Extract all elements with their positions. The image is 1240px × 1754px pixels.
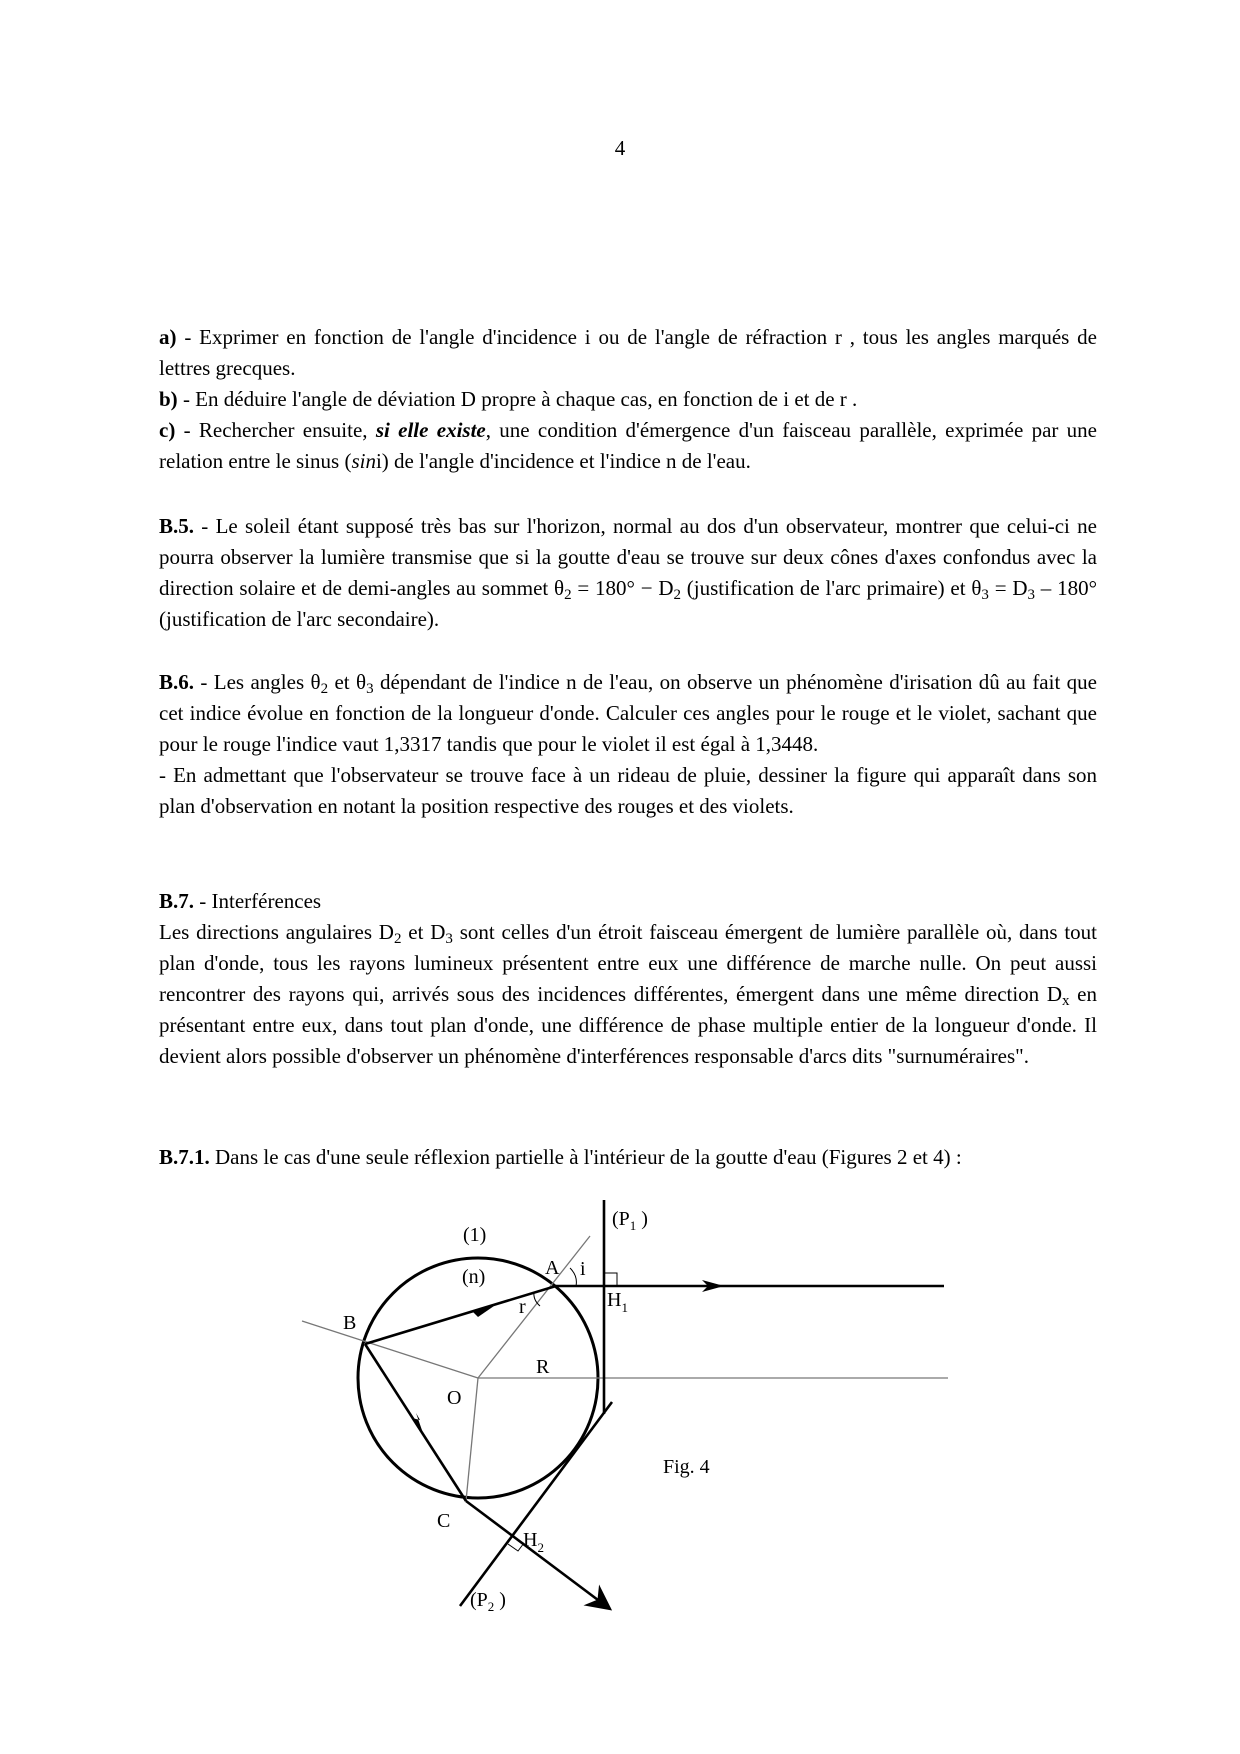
b5-label: B.5.	[159, 514, 195, 538]
b5-text-1: - Le soleil étant supposé très bas sur l'horizon, normal au dos d'un observateur, montrer que celui-ci ne pourra observer la lumière transmise que si la goutte d'eau se trouve sur deux cônes d'axes confondus avec la direction solaire et de demi-angles au sommet θ	[159, 514, 1097, 600]
b5-text-5: – 180° (justification de l'arc secondaire).	[159, 576, 1097, 631]
item-c-label: c)	[159, 418, 176, 442]
angle-i-arc	[570, 1268, 576, 1286]
b7-label: B.7.	[159, 889, 195, 913]
label-medium-inside: (n)	[462, 1266, 486, 1288]
radius-OB-extended	[302, 1321, 478, 1378]
label-P1-main: (P	[612, 1208, 630, 1230]
label-center-O: O	[447, 1387, 462, 1409]
b5-sub-2: 2	[673, 587, 681, 603]
label-H2-sub: 2	[537, 1540, 544, 1555]
item-c-text-2: , une condition d'émergence d'un faisceau parallèle, exprimée par une relation entre le sinus (	[159, 418, 1097, 473]
label-angle-i: i	[580, 1258, 586, 1280]
label-P1-sub: 1	[629, 1218, 637, 1233]
item-a-label: a)	[159, 325, 177, 349]
label-P1-close: )	[636, 1208, 648, 1230]
item-b-text: - En déduire l'angle de déviation D propre à chaque cas, en fonction de i et de r .	[177, 387, 858, 411]
b7-sub-1: 2	[393, 931, 402, 947]
b6-sub-1: 2	[320, 681, 329, 697]
b6-sub-2: 3	[366, 681, 374, 697]
radius-OC	[466, 1378, 478, 1501]
label-point-A: A	[545, 1257, 560, 1279]
label-P2-close: )	[494, 1589, 506, 1611]
b7-text-3: sont celles d'un étroit faisceau émergent de lumière parallèle où, dans tout plan d'onde, tous les rayons lumineux présentent entre eux une différence de marche nulle. On peut aussi rencontrer des rayons qui, arrivés sous des incidences différentes, émergent dans une même direction D	[159, 920, 1098, 1006]
b5-sub-4: 3	[1027, 587, 1036, 603]
b5-sub-1: 2	[564, 587, 572, 603]
b7-sub-2: 3	[445, 931, 453, 947]
label-point-B: B	[343, 1312, 357, 1334]
b7-text-4: en présentant entre eux, dans tout plan d'onde, une différence de phase multiple entier de la longueur d'onde. Il devient alors possible d'observer un phénomène d'interférences responsable d'arcs dits "surnuméraires".	[159, 982, 1097, 1068]
label-medium-outside: (1)	[463, 1224, 487, 1246]
label-angle-r: r	[519, 1296, 526, 1318]
item-c-text-3: i) de l'angle d'incidence et l'indice n de l'eau.	[375, 449, 751, 473]
label-P2-main: (P	[470, 1589, 488, 1611]
b71-text: Dans le cas d'une seule réflexion partielle à l'intérieur de la goutte d'eau (Figures 2 et 4) :	[209, 1145, 962, 1169]
label-H1-main: H	[607, 1289, 622, 1311]
plane-P2	[460, 1402, 612, 1606]
label-foot-H1	[607, 1289, 628, 1315]
label-radius-R: R	[536, 1356, 550, 1378]
label-plane-P1	[612, 1208, 648, 1233]
label-point-C: C	[437, 1510, 451, 1532]
figure-caption: Fig. 4	[663, 1456, 710, 1478]
b6-text-1: - Les angles θ	[194, 670, 321, 694]
reflected-ray-arrow	[412, 1413, 424, 1436]
label-H1-sub: 1	[621, 1300, 628, 1315]
b6-text-3: dépendant de l'indice n de l'eau, on observe un phénomène d'irisation dû au fait que cet indice évolue en fonction de la longueur d'onde. Calculer ces angles pour le rouge et le violet, sachant que pour le rouge l'indice vaut 1,3317 tandis que pour le violet il est égal à 1,3448.	[159, 670, 1098, 756]
b5-text-2: = 180° − D	[571, 576, 674, 600]
item-a-text: - Exprimer en fonction de l'angle d'incidence i ou de l'angle de réfraction r , tous les angles marqués de lettres grecques.	[159, 325, 1097, 380]
item-b-label: b)	[159, 387, 178, 411]
b6-text-2: et θ	[328, 670, 367, 694]
right-angle-H1	[604, 1273, 617, 1286]
item-c-sin: sin	[351, 449, 376, 473]
b6-text-second: - En admettant que l'observateur se trouve face à un rideau de pluie, dessiner la figure qui apparaît dans son plan d'observation en notant la position respective des rouges et des violets.	[159, 763, 1097, 818]
b6-label: B.6.	[159, 670, 195, 694]
b5-text-4: = D	[988, 576, 1028, 600]
label-H2-main: H	[523, 1529, 538, 1551]
b5-text-3: (justification de l'arc primaire) et θ	[680, 576, 982, 600]
b7-text-1: Les directions angulaires D	[159, 920, 394, 944]
b7-sub-3: x	[1062, 993, 1070, 1009]
label-plane-P2	[470, 1589, 506, 1614]
b5-sub-3: 3	[981, 587, 989, 603]
item-c-text-1: - Rechercher ensuite,	[175, 418, 376, 442]
page-number: 4	[614, 136, 626, 160]
b71-label: B.7.1.	[159, 1145, 210, 1169]
b7-text-2: et D	[401, 920, 446, 944]
b7-title: - Interférences	[194, 889, 322, 913]
item-c-emphasis: si elle existe	[375, 418, 486, 442]
label-P2-sub: 2	[487, 1599, 495, 1614]
